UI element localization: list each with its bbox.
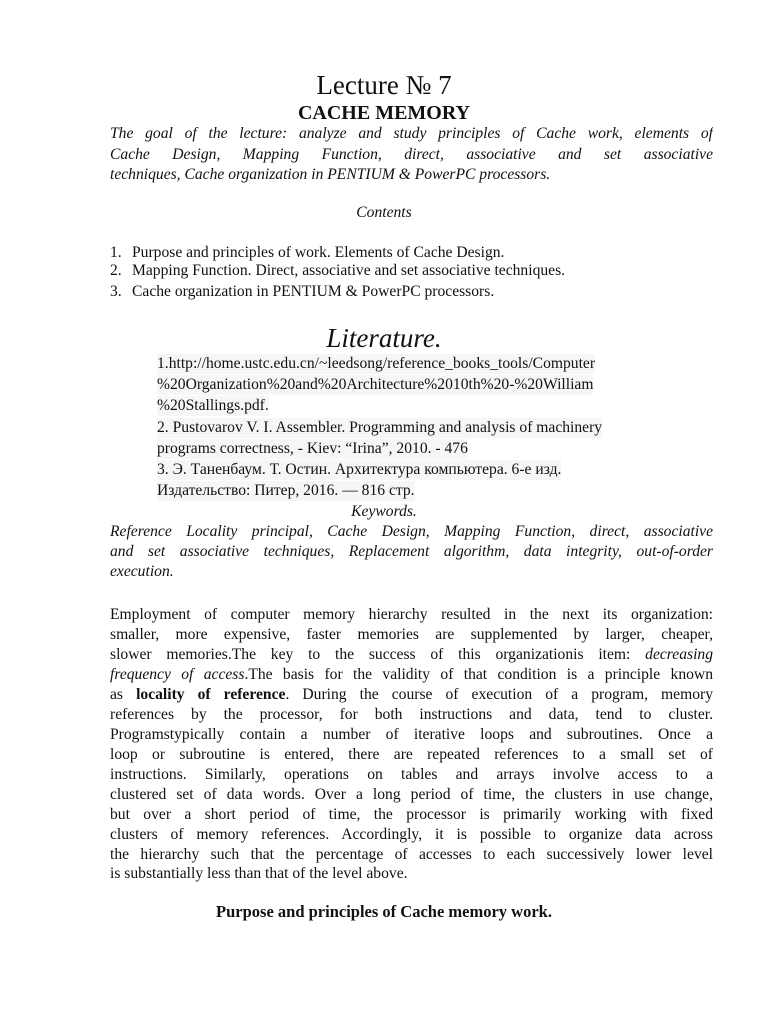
- contents-item: [110, 282, 495, 302]
- literature-line: %20Organization%20and%20Architecture%2010th%20-%20William: [157, 376, 594, 393]
- literature-line: 1.http://home.ustc.edu.cn/~leedsong/reference_books_tools/Computer: [157, 355, 596, 372]
- body-line: smaller, more expensive, faster memories are supplemented by larger, cheaper,: [110, 626, 713, 643]
- body-line: Programstypically contain a number of iterative loops and subroutines. Once a: [110, 726, 713, 743]
- text-run: . During the course of execution of a program, memory: [285, 686, 713, 703]
- item-text: Cache organization in PENTIUM & PowerPC processors.: [132, 283, 495, 300]
- goal-line: The goal of the lecture: analyze and study principles of Cache work, elements of: [110, 125, 713, 142]
- body-line: loop or subroutine is entered, there are repeated references to a small set of: [110, 746, 713, 763]
- text-run: .The basis for the validity of that condition is a principle known: [244, 666, 713, 683]
- body-line: is substantially less than that of the level above.: [110, 865, 408, 882]
- page-title: Lecture № 7: [316, 70, 452, 100]
- item-number: 2.: [110, 262, 122, 279]
- body-line: [110, 665, 713, 685]
- contents-item: [110, 243, 505, 263]
- literature-line: 2. Pustovarov V. I. Assembler. Programming and analysis of machinery: [157, 419, 603, 436]
- body-line: [110, 645, 713, 665]
- section-heading: Purpose and principles of Cache memory work.: [216, 902, 552, 921]
- emphasis-run: decreasing: [645, 646, 713, 663]
- page-subtitle: CACHE MEMORY: [297, 102, 471, 124]
- body-line: clusters of memory references. Accordingly, it is possible to organize data across: [110, 826, 713, 843]
- literature-line: programs correctness, - Kiev: “Irina”, 2010. - 476: [157, 440, 468, 457]
- body-line: the hierarchy such that the percentage of accesses to each successively lower level: [110, 846, 713, 863]
- goal-line: techniques, Cache organization in PENTIUM & PowerPC processors.: [110, 166, 551, 183]
- literature-line: 3. Э. Таненбаум. Т. Остин. Архитектура компьютера. 6-е изд.: [157, 461, 562, 478]
- keywords-line: execution.: [110, 563, 174, 580]
- keywords-line: Reference Locality principal, Cache Design, Mapping Function, direct, associative: [110, 523, 713, 540]
- body-line: clustered set of data words. Over a long period of time, the clusters in use change,: [110, 786, 713, 803]
- emphasis-run: frequency of access: [110, 666, 245, 683]
- contents-item: [110, 261, 566, 281]
- text-run: as: [110, 686, 137, 703]
- contents-heading: Contents: [356, 204, 412, 221]
- body-line: references by the processor, for both instructions and data, tend to cluster.: [110, 706, 713, 723]
- literature-heading: Literature.: [326, 323, 442, 353]
- bold-term: locality of reference: [136, 686, 286, 703]
- text-run: slower memories.The key to the success of this organizationis item:: [110, 646, 646, 663]
- keywords-heading: Keywords.: [351, 503, 417, 520]
- body-line: instructions. Similarly, operations on tables and arrays involve access to a: [110, 766, 713, 783]
- item-number: 3.: [110, 283, 122, 300]
- literature-line: Издательство: Питер, 2016. — 816 стр.: [157, 482, 415, 499]
- body-line: but over a short period of time, the processor is primarily working with fixed: [110, 806, 713, 823]
- goal-line: Cache Design, Mapping Function, direct, associative and set associative: [110, 146, 713, 163]
- item-text: Mapping Function. Direct, associative and set associative techniques.: [132, 262, 566, 279]
- item-number: 1.: [110, 244, 122, 261]
- body-line: [110, 685, 713, 705]
- keywords-line: and set associative techniques, Replacement algorithm, data integrity, out-of-order: [110, 543, 713, 560]
- body-line: Employment of computer memory hierarchy resulted in the next its organization:: [110, 606, 713, 623]
- literature-line: %20Stallings.pdf.: [157, 397, 269, 414]
- item-text: Purpose and principles of work. Elements of Cache Design.: [132, 244, 505, 261]
